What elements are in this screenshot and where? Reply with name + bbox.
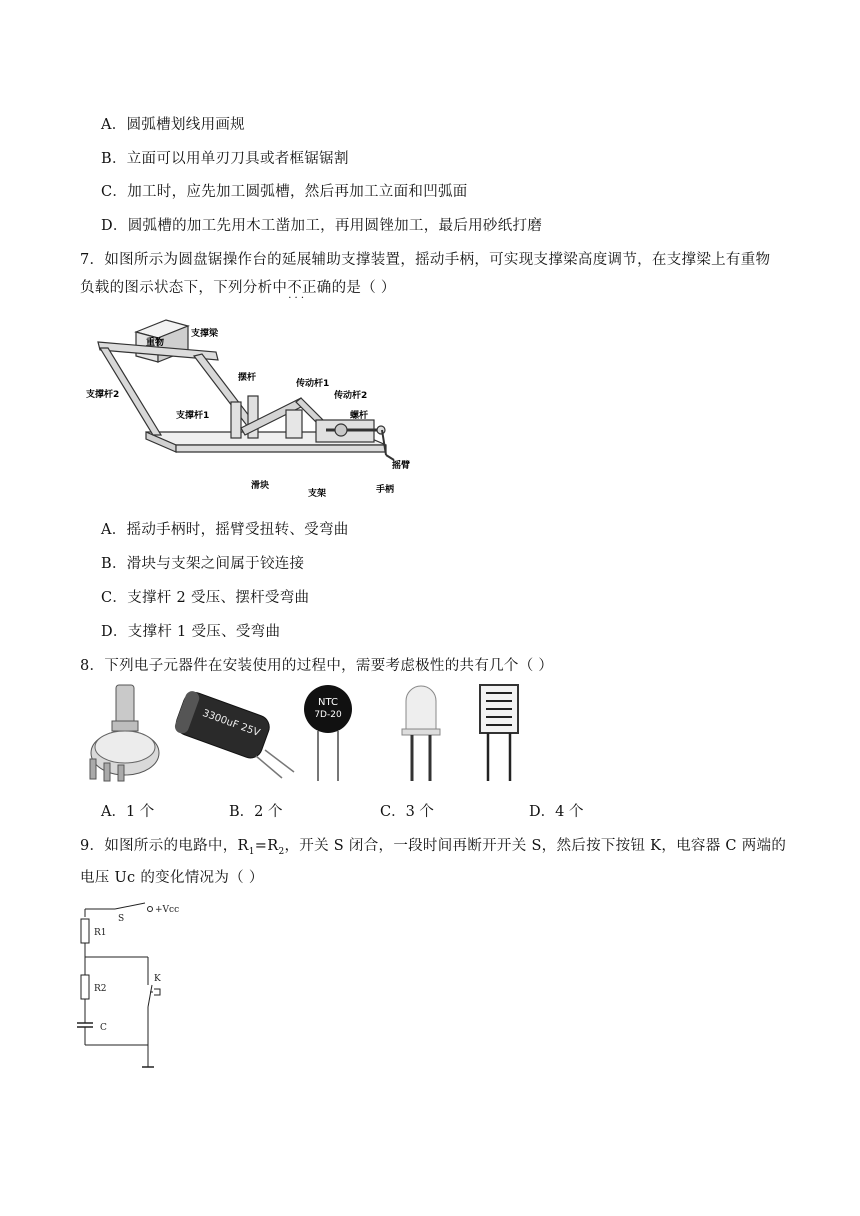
circuit-label-vcc: +Vcc (155, 905, 180, 915)
humidity-sensor-image (472, 683, 528, 783)
potentiometer-image (82, 683, 164, 783)
q7-option-d: D．支撑杆 1 受压、受弯曲 (101, 624, 281, 640)
label-screw: 螺杆 (350, 411, 369, 421)
q7-option-c: C．支撑杆 2 受压、摆杆受弯曲 (101, 590, 310, 606)
circuit-label-c: C (100, 1023, 107, 1033)
support-device-figure (86, 310, 426, 505)
q8-stem: 8．下列电子元器件在安装使用的过程中，需要考虑极性的共有几个（ ） (80, 658, 554, 674)
label-rod2: 支撑杆2 (86, 390, 120, 400)
q7-stem-line2: 负载的图示状态下，下列分析中不正确 · · ·的是（ ） (80, 276, 396, 297)
q6-option-a: A．圆弧槽划线用画规 (101, 117, 245, 133)
q7-option-b: B．滑块与支架之间属于铰连接 (101, 556, 305, 572)
q8-choice-b: B．2 个 (229, 804, 283, 820)
label-bracket: 支架 (308, 489, 327, 499)
label-handle: 手柄 (376, 485, 395, 495)
label-beam: 支撑梁 (191, 329, 219, 339)
circuit-label-r1: R1 (94, 928, 107, 938)
label-swing: 摆杆 (238, 373, 257, 383)
q7-option-a: A．摇动手柄时，摇臂受扭转、受弯曲 (101, 522, 349, 538)
rc-circuit-diagram (70, 895, 200, 1075)
q6-option-b: B．立面可以用单刃刀具或者框锯锯割 (101, 151, 349, 167)
label-arm: 摇臂 (392, 461, 411, 471)
q6-option-c: C．加工时，应先加工圆弧槽，然后再加工立面和凹弧面 (101, 184, 468, 200)
ntc-thermistor-image (300, 683, 360, 783)
q9-stem-line1: 9．如图所示的电路中，$R_1=R_2$，开关 S 闭合，一段时间再断开开关 S，然后按下按钮 K，电容器 C 两端的 (80, 838, 787, 857)
q9-stem-line2: 电压 Uc 的变化情况为（ ） (80, 870, 264, 886)
label-slider: 滑块 (251, 481, 270, 491)
q8-choice-d: D．4 个 (529, 804, 584, 820)
label-weight: 重物 (146, 338, 165, 348)
capacitor-marking: 3300uF 25V (200, 707, 262, 739)
label-drive2: 传动杆2 (334, 391, 368, 401)
q7-stem-line1: 7．如图所示为圆盘锯操作台的延展辅助支撑装置，摇动手柄，可实现支撑梁高度调节，在支撑梁上有重物 (80, 252, 771, 268)
q6-option-d: D．圆弧槽的加工先用木工凿加工，再用圆锉加工，最后用砂纸打磨 (101, 218, 543, 234)
circuit-label-s: S (118, 914, 125, 924)
capacitor-image (170, 690, 300, 780)
circuit-label-r2: R2 (94, 984, 107, 994)
ntc-text-1: NTC (318, 697, 338, 708)
label-drive1: 传动杆1 (296, 379, 330, 389)
label-rod1: 支撑杆1 (176, 411, 210, 421)
circuit-label-k: K (154, 974, 161, 984)
q8-choice-a: A．1 个 (101, 804, 155, 820)
led-image (398, 683, 444, 783)
ntc-text-2: 7D-20 (314, 710, 342, 720)
q8-choice-c: C．3 个 (380, 804, 434, 820)
emphasis-text: 不正确 · · · (287, 280, 331, 296)
